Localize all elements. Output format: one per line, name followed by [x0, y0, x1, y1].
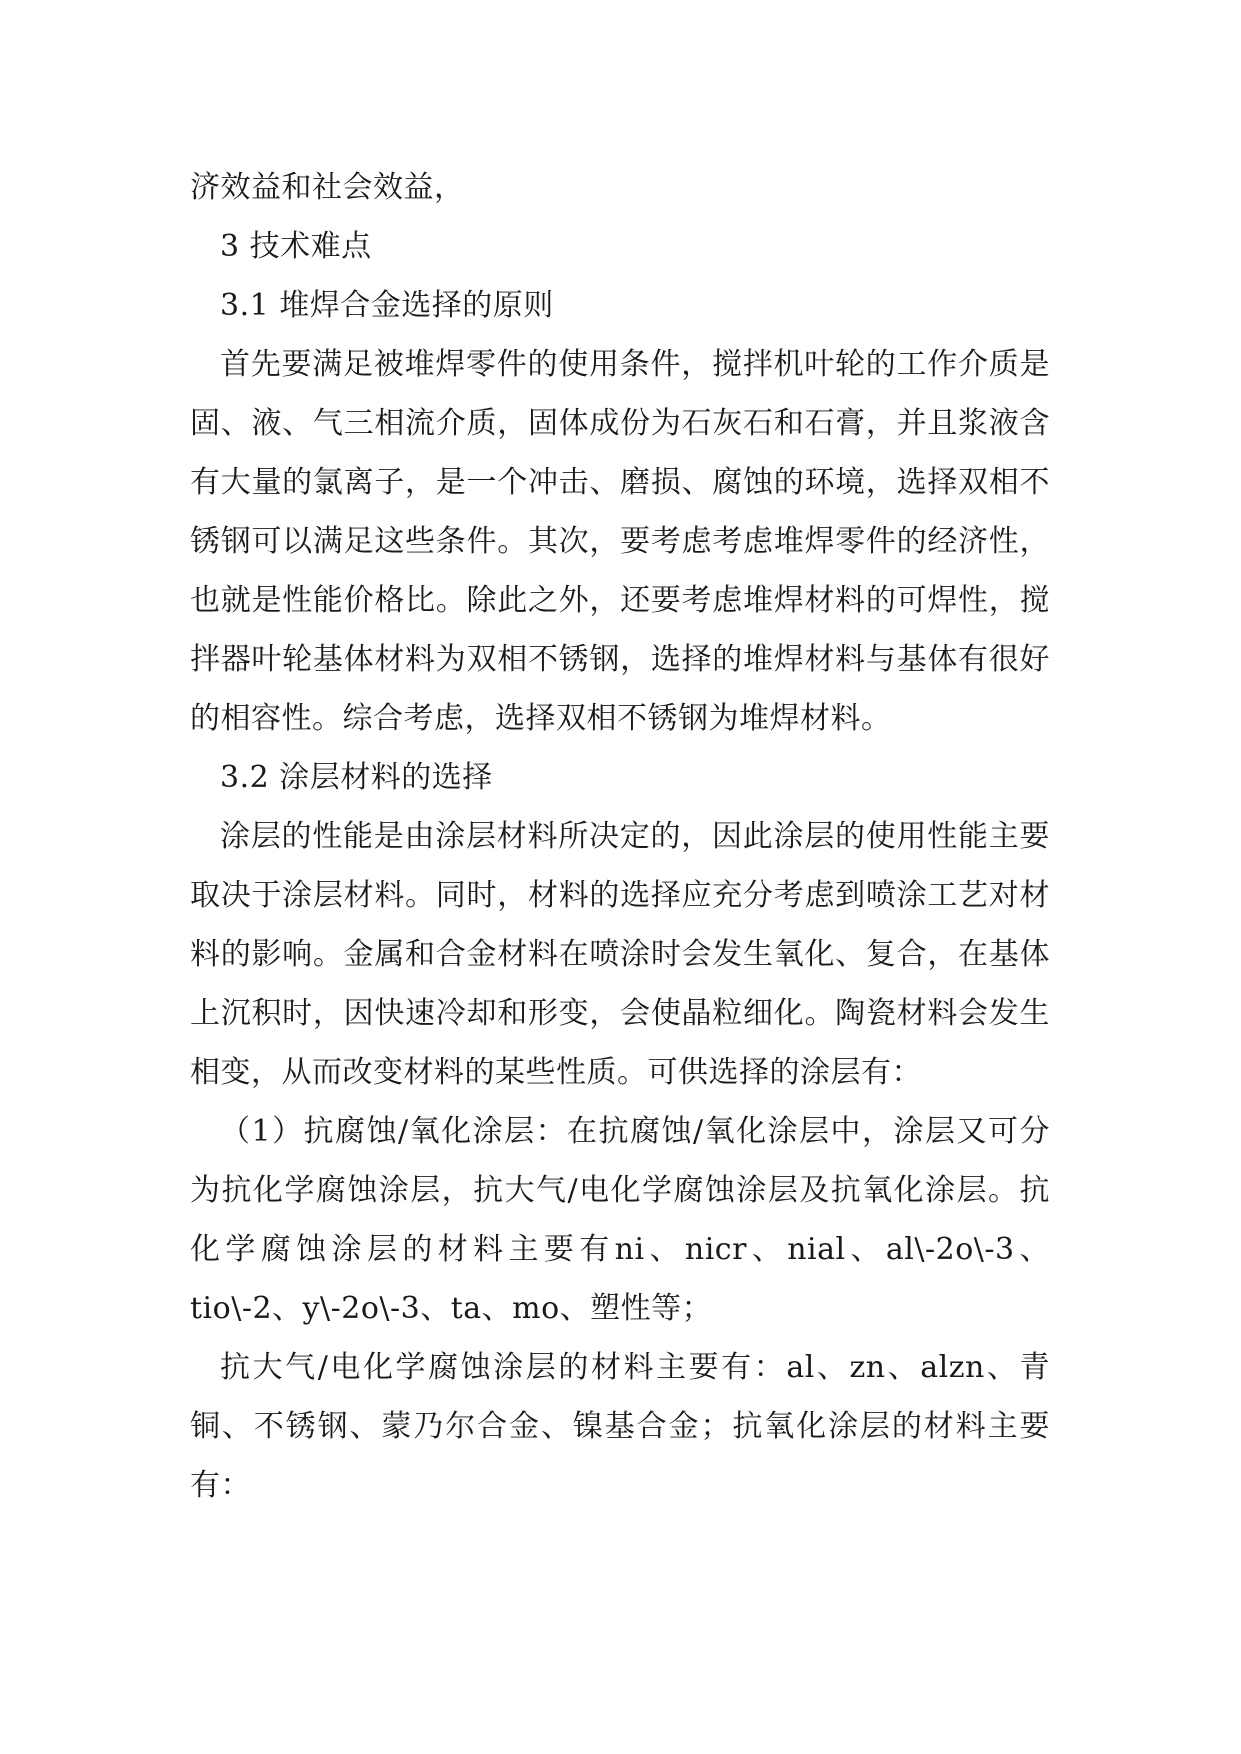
- paragraph-continuation: 济效益和社会效益，: [190, 170, 465, 205]
- document-body: [190, 158, 1050, 1515]
- subsection-heading: 3.2 涂层材料的选择: [220, 760, 493, 795]
- paragraph: 首先要满足被堆焊零件的使用条件，搅拌机叶轮的工作介质是固、液、气三相流介质，固体成份为石灰石和石膏，并且浆液含有大量的氯离子，是一个冲击、磨损、腐蚀的环境，选择双相不锈钢可以满足这些条件。其次，要考虑考虑堆焊零件的经济性，也就是性能价格比。除此之外，还要考虑堆焊材料的可焊性，搅拌器叶轮基体材料为双相不锈钢，选择的堆焊材料与基体有很好的相容性。综合考虑，选择双相不锈钢为堆焊材料。: [190, 347, 1050, 736]
- paragraph: 涂层的性能是由涂层材料所决定的，因此涂层的使用性能主要取决于涂层材料。同时，材料的选择应充分考虑到喷涂工艺对材料的影响。金属和合金材料在喷涂时会发生氧化、复合，在基体上沉积时，因快速冷却和形变，会使晶粒细化。陶瓷材料会发生相变，从而改变材料的某些性质。可供选择的涂层有：: [190, 819, 1050, 1090]
- paragraph: （1）抗腐蚀/氧化涂层：在抗腐蚀/氧化涂层中，涂层又可分为抗化学腐蚀涂层，抗大气/电化学腐蚀涂层及抗氧化涂层。抗化学腐蚀涂层的材料主要有ni、nicr、nial、al\-2o\-3、tio\-2、y\-2o\-3、ta、mo、塑性等；: [190, 1114, 1050, 1326]
- paragraph: 抗大气/电化学腐蚀涂层的材料主要有：al、zn、alzn、青铜、不锈钢、蒙乃尔合金、镍基合金；抗氧化涂层的材料主要有：: [190, 1350, 1050, 1503]
- subsection-heading: 3.1 堆焊合金选择的原则: [220, 288, 554, 323]
- section-heading: 3 技术难点: [220, 229, 372, 264]
